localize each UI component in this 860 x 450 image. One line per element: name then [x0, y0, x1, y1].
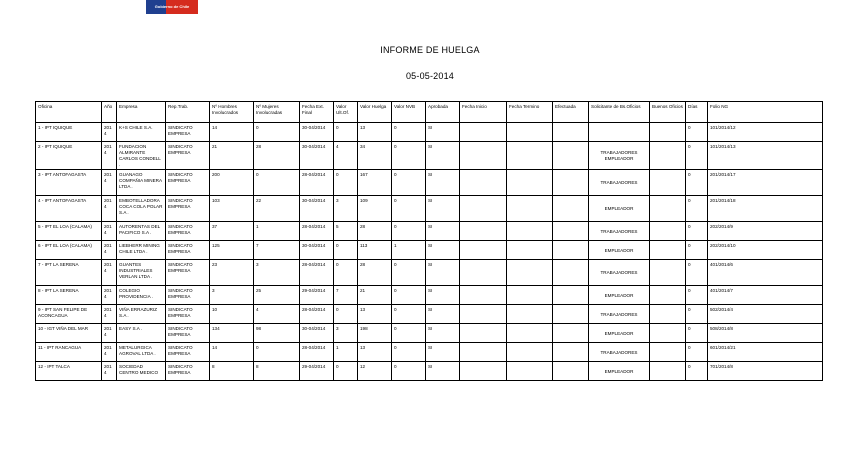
table-cell: [460, 241, 507, 260]
table-cell: 22: [254, 196, 300, 222]
table-cell: 30-04/2014: [300, 123, 334, 142]
table-row: [36, 142, 823, 170]
table-cell: [460, 286, 507, 305]
table-cell: SINDICATO EMPRESA: [166, 196, 210, 222]
column-header: Nº Hombres Involucrados: [210, 102, 254, 123]
table-cell: 34: [358, 142, 392, 170]
table-cell: 28-04/2014: [300, 260, 334, 286]
table-cell: 11 - IPT RANCAGUA: [36, 343, 102, 362]
table-cell: 2014: [102, 324, 117, 343]
table-cell: [553, 286, 589, 305]
table-cell: [650, 324, 686, 343]
table-cell: METALURGICA AGROVAL LTDA .: [117, 343, 166, 362]
table-cell: GUANAGO COMPAÑIA MINERA LTDA .: [117, 170, 166, 196]
table-cell: 167: [358, 170, 392, 196]
table-cell: TRABAJADORES: [589, 222, 650, 241]
table-cell: [507, 260, 553, 286]
table-cell: 0: [334, 305, 358, 324]
table-cell: 30-04/2014: [300, 241, 334, 260]
table-cell: 0: [392, 142, 426, 170]
table-row: [36, 170, 823, 196]
table-cell: [589, 123, 650, 142]
table-cell: [553, 222, 589, 241]
table-cell: [553, 142, 589, 170]
table-cell: SI: [426, 241, 460, 260]
table-cell: 0: [334, 241, 358, 260]
table-cell: 30-04/2014: [300, 324, 334, 343]
table-cell: [507, 305, 553, 324]
table-cell: SINDICATO EMPRESA: [166, 343, 210, 362]
table-cell: [650, 305, 686, 324]
table-row: [36, 241, 823, 260]
table-cell: 28-04/2014: [300, 170, 334, 196]
table-cell: [460, 343, 507, 362]
logo-text: Gobierno de Chile: [154, 4, 190, 9]
column-header: Valor NVB: [392, 102, 426, 123]
table-cell: GUANTES INDUSTRIALES VERLAN LTDA .: [117, 260, 166, 286]
table-cell: 3: [334, 324, 358, 343]
table-cell: EMPLEADOR: [589, 324, 650, 343]
table-cell: [460, 260, 507, 286]
table-cell: SOCIEDAD CENTRO MEDICO: [117, 362, 166, 381]
table-cell: 2014: [102, 343, 117, 362]
table-cell: 198: [358, 324, 392, 343]
table-cell: 0: [392, 196, 426, 222]
table-cell: 0: [686, 343, 708, 362]
table-cell: SINDICATO EMPRESA: [166, 142, 210, 170]
table-cell: 101/2014/13: [708, 142, 823, 170]
column-header: Solicitante de Bs.Oficios: [589, 102, 650, 123]
table-row: [36, 305, 823, 324]
table-cell: COLEGIO PROVIDENCIA .: [117, 286, 166, 305]
column-header: Oficina: [36, 102, 102, 123]
table-cell: 5: [334, 222, 358, 241]
column-header: Efectuada: [553, 102, 589, 123]
table-cell: SI: [426, 222, 460, 241]
report-date: 05-05-2014: [405, 71, 455, 81]
table-cell: 701/2014/8: [708, 362, 823, 381]
table-cell: 7: [254, 241, 300, 260]
table-cell: EASY S.A .: [117, 324, 166, 343]
table-cell: 2 - IPT IQUIQUE: [36, 142, 102, 170]
table-cell: [507, 286, 553, 305]
table-cell: 10 - IGT VIÑA DEL MAR: [36, 324, 102, 343]
table-cell: 2014: [102, 362, 117, 381]
table-cell: [507, 196, 553, 222]
table-cell: 3: [254, 260, 300, 286]
table-cell: 2014: [102, 241, 117, 260]
table-cell: 13: [358, 305, 392, 324]
table-cell: 125: [210, 241, 254, 260]
table-cell: TRABAJADORES: [589, 343, 650, 362]
table-cell: 0: [392, 305, 426, 324]
strike-report-table: [35, 101, 823, 381]
table-cell: 28-04/2014: [300, 222, 334, 241]
table-cell: LIEBHERR MINING CHILE LTDA .: [117, 241, 166, 260]
table-cell: [460, 170, 507, 196]
table-cell: [507, 123, 553, 142]
table-cell: 401/2014/7: [708, 286, 823, 305]
table-cell: [553, 123, 589, 142]
table-cell: 9 - IPT SAN FELIPE DE ACONCAGUA: [36, 305, 102, 324]
table-cell: [507, 170, 553, 196]
table-cell: [553, 196, 589, 222]
table-cell: 109: [358, 196, 392, 222]
table-cell: 0: [392, 222, 426, 241]
table-cell: [460, 123, 507, 142]
table-cell: 502/2014/4: [708, 305, 823, 324]
report-title: INFORME DE HUELGA: [380, 45, 480, 55]
table-cell: 98: [254, 324, 300, 343]
table-cell: SINDICATO EMPRESA: [166, 170, 210, 196]
table-cell: 202/2014/9: [708, 222, 823, 241]
table-cell: 0: [392, 260, 426, 286]
column-header: Fecha Termino: [507, 102, 553, 123]
column-header: Aprobada: [426, 102, 460, 123]
table-cell: 3: [334, 196, 358, 222]
table-header-row: [36, 102, 823, 123]
table-cell: 13: [358, 343, 392, 362]
table-cell: EMBOTELLADORA COCA COLA POLAR S.A .: [117, 196, 166, 222]
table-cell: SINDICATO EMPRESA: [166, 241, 210, 260]
table-cell: SI: [426, 343, 460, 362]
column-header: Días: [686, 102, 708, 123]
table-cell: 0: [686, 142, 708, 170]
column-header: Año: [102, 102, 117, 123]
table-cell: [460, 305, 507, 324]
table-cell: SI: [426, 142, 460, 170]
table-cell: [650, 170, 686, 196]
table-cell: [460, 196, 507, 222]
table-cell: 113: [358, 241, 392, 260]
table-cell: 2014: [102, 286, 117, 305]
column-header: Fecha Inicio: [460, 102, 507, 123]
table-cell: 37: [210, 222, 254, 241]
table-cell: 30-04/2014: [300, 142, 334, 170]
table-cell: 201/2014/18: [708, 196, 823, 222]
table-cell: SI: [426, 260, 460, 286]
table-cell: EMPLEADOR: [589, 241, 650, 260]
table-cell: 0: [254, 343, 300, 362]
table-cell: 8 - IPT LA SERENA: [36, 286, 102, 305]
table-cell: [460, 362, 507, 381]
table-cell: [650, 142, 686, 170]
table-cell: 0: [254, 170, 300, 196]
table-cell: [507, 324, 553, 343]
table-cell: 101/2014/12: [708, 123, 823, 142]
table-cell: 12: [358, 362, 392, 381]
table-cell: 4 - IPT ANTOFAGASTA: [36, 196, 102, 222]
table-cell: 28-04/2014: [300, 305, 334, 324]
table-cell: 6 - IPT EL LOA (CALAMA): [36, 241, 102, 260]
table-cell: 2014: [102, 170, 117, 196]
table-cell: SINDICATO EMPRESA: [166, 286, 210, 305]
table-cell: [507, 222, 553, 241]
table-cell: TRABAJADORES: [589, 260, 650, 286]
table-cell: SI: [426, 196, 460, 222]
table-cell: K+S CHILE S.A.: [117, 123, 166, 142]
table-cell: 23: [210, 260, 254, 286]
table-cell: 8: [254, 362, 300, 381]
table-cell: 200: [210, 170, 254, 196]
table-cell: 0: [686, 123, 708, 142]
table-cell: 2014: [102, 196, 117, 222]
table-cell: AUTORENTAS DEL PACIFICO S.A .: [117, 222, 166, 241]
table-cell: SI: [426, 123, 460, 142]
table-cell: TRABAJADORES: [589, 305, 650, 324]
table-cell: SI: [426, 324, 460, 343]
table-row: [36, 222, 823, 241]
table-cell: 134: [210, 324, 254, 343]
column-header: Empresa: [117, 102, 166, 123]
table-cell: 0: [686, 305, 708, 324]
table-cell: 0: [334, 260, 358, 286]
table-cell: [507, 142, 553, 170]
column-header: Rep.Trab.: [166, 102, 210, 123]
table-cell: 1 - IPT IQUIQUE: [36, 123, 102, 142]
table-cell: 2014: [102, 222, 117, 241]
table-cell: 0: [392, 324, 426, 343]
table-cell: 2014: [102, 123, 117, 142]
table-cell: 14: [210, 123, 254, 142]
table-cell: [553, 170, 589, 196]
table-cell: 5 - IPT EL LOA (CALAMA): [36, 222, 102, 241]
table-cell: 0: [686, 170, 708, 196]
column-header: Valor Ult.Of.: [334, 102, 358, 123]
table-cell: 1: [254, 222, 300, 241]
table-cell: 0: [254, 123, 300, 142]
table-cell: 1: [392, 241, 426, 260]
table-cell: 25: [254, 286, 300, 305]
table-cell: SI: [426, 170, 460, 196]
table-cell: [650, 286, 686, 305]
table-cell: 1: [334, 343, 358, 362]
table-cell: 14: [210, 343, 254, 362]
table-row: [36, 286, 823, 305]
table-cell: [507, 362, 553, 381]
table-cell: [553, 305, 589, 324]
table-cell: 0: [334, 123, 358, 142]
table-cell: [553, 260, 589, 286]
table-cell: 0: [686, 362, 708, 381]
table-cell: 0: [686, 260, 708, 286]
table-cell: SI: [426, 362, 460, 381]
table-cell: 7: [334, 286, 358, 305]
table-cell: 21: [358, 286, 392, 305]
table-cell: SINDICATO EMPRESA: [166, 324, 210, 343]
column-header: Fecha Ext. Final: [300, 102, 334, 123]
table-cell: 2014: [102, 305, 117, 324]
table-row: [36, 196, 823, 222]
table-cell: 601/2014/21: [708, 343, 823, 362]
table-cell: 0: [392, 286, 426, 305]
table-cell: SINDICATO EMPRESA: [166, 222, 210, 241]
table-cell: 0: [686, 196, 708, 222]
gobierno-de-chile-logo: [146, 0, 198, 14]
table-cell: SINDICATO EMPRESA: [166, 260, 210, 286]
table-row: [36, 260, 823, 286]
table-cell: 21: [210, 142, 254, 170]
table-cell: 0: [334, 170, 358, 196]
column-header: Buenos Oficios: [650, 102, 686, 123]
table-cell: [507, 343, 553, 362]
table-cell: SI: [426, 305, 460, 324]
table-cell: 3: [210, 286, 254, 305]
table-cell: TRABAJADORES EMPLEADOR: [589, 142, 650, 170]
table-cell: TRABAJADORES: [589, 170, 650, 196]
table-cell: [650, 222, 686, 241]
table-cell: EMPLEADOR: [589, 362, 650, 381]
table-cell: [553, 241, 589, 260]
table-cell: 103: [210, 196, 254, 222]
table-cell: 13: [358, 123, 392, 142]
table-cell: 202/2014/10: [708, 241, 823, 260]
table-cell: 28: [358, 222, 392, 241]
table-cell: [553, 324, 589, 343]
table-cell: SINDICATO EMPRESA: [166, 362, 210, 381]
table-cell: 0: [334, 362, 358, 381]
table-cell: 28: [358, 260, 392, 286]
table-cell: EMPLEADOR: [589, 286, 650, 305]
table-cell: [650, 241, 686, 260]
table-cell: FUNDACION ALMIRANTE CARLOS CONDELL .: [117, 142, 166, 170]
table-cell: [507, 241, 553, 260]
table-cell: 29-04/2014: [300, 362, 334, 381]
table-cell: 0: [392, 123, 426, 142]
table-cell: 401/2014/6: [708, 260, 823, 286]
table-cell: [460, 142, 507, 170]
table-cell: 0: [392, 170, 426, 196]
table-cell: [553, 362, 589, 381]
table-cell: [650, 343, 686, 362]
table-cell: 10: [210, 305, 254, 324]
table-cell: 201/2014/17: [708, 170, 823, 196]
table-cell: 0: [686, 222, 708, 241]
table-cell: 0: [686, 241, 708, 260]
table-cell: 3 - IPT ANTOFAGASTA: [36, 170, 102, 196]
table-cell: 29-04/2014: [300, 286, 334, 305]
table-cell: 12 - IPT TALCA: [36, 362, 102, 381]
table-cell: 28: [254, 142, 300, 170]
table-cell: VIÑA ERRAZURIZ S.A .: [117, 305, 166, 324]
table-cell: 0: [686, 286, 708, 305]
table-cell: [460, 324, 507, 343]
table-cell: [650, 196, 686, 222]
table-cell: 7 - IPT LA SERENA: [36, 260, 102, 286]
table-cell: 4: [334, 142, 358, 170]
table-row: [36, 123, 823, 142]
table-cell: 30-04/2014: [300, 196, 334, 222]
column-header: Valor Huelga: [358, 102, 392, 123]
column-header: Folio NG: [708, 102, 823, 123]
table-cell: [650, 260, 686, 286]
table-cell: [460, 222, 507, 241]
table-cell: [553, 343, 589, 362]
table-cell: SINDICATO EMPRESA: [166, 123, 210, 142]
table-cell: 4: [254, 305, 300, 324]
table-cell: SI: [426, 286, 460, 305]
table-row: [36, 362, 823, 381]
table-cell: 0: [686, 324, 708, 343]
table-row: [36, 343, 823, 362]
table-cell: EMPLEADOR: [589, 196, 650, 222]
table-cell: 28-04/2014: [300, 343, 334, 362]
table-cell: 8: [210, 362, 254, 381]
table-cell: [650, 362, 686, 381]
table-cell: 2014: [102, 260, 117, 286]
table-cell: 0: [392, 343, 426, 362]
table-cell: SINDICATO EMPRESA: [166, 305, 210, 324]
table-row: [36, 324, 823, 343]
table-cell: 2014: [102, 142, 117, 170]
column-header: Nº Mujeres Involucradas: [254, 102, 300, 123]
table-cell: [650, 123, 686, 142]
table-cell: 0: [392, 362, 426, 381]
table-cell: 508/2014/8: [708, 324, 823, 343]
